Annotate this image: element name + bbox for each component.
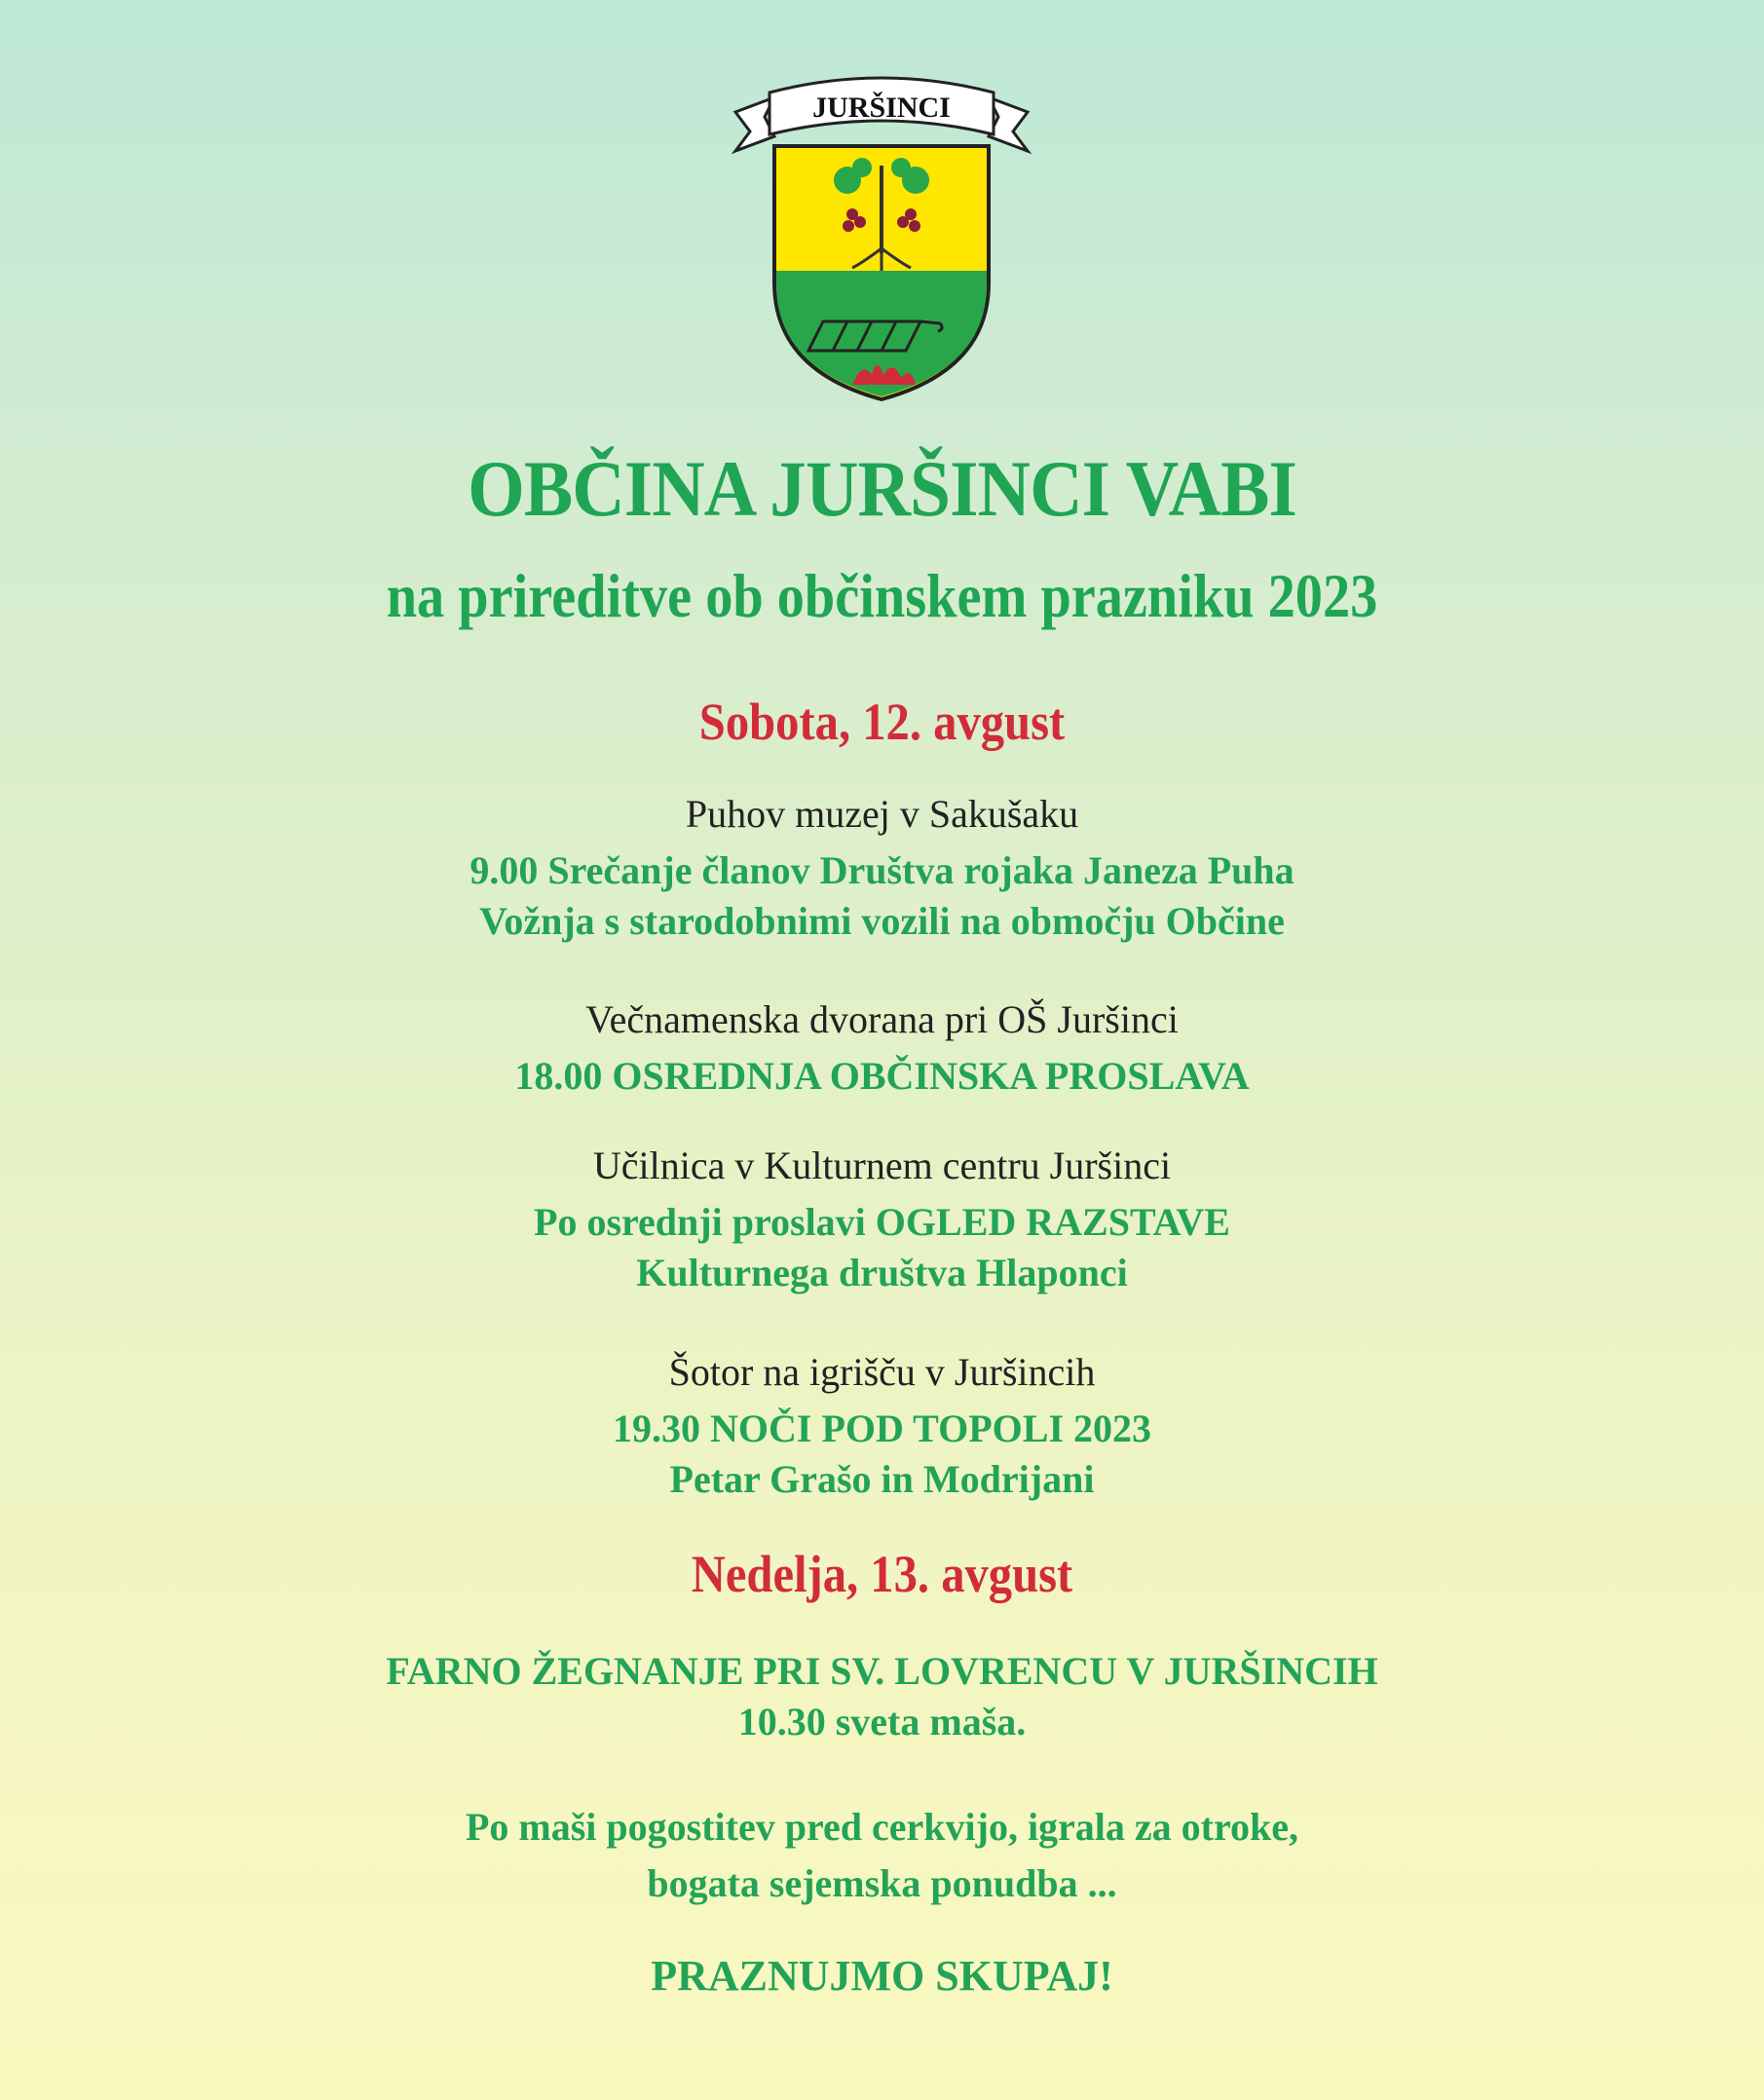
event-line: 18.00 OSREDNJA OBČINSKA PROSLAVA xyxy=(514,1054,1250,1098)
venue-label: Puhov muzej v Sakušaku xyxy=(685,792,1079,836)
page-subtitle: na prireditve ob občinskem prazniku 2023 xyxy=(386,561,1378,630)
venue-label: Večnamenska dvorana pri OŠ Juršinci xyxy=(585,997,1179,1041)
venue-label: Šotor na igrišču v Juršincih xyxy=(668,1350,1096,1394)
event-line: Po maši pogostitev pred cerkvijo, igrala za otroke, xyxy=(465,1805,1299,1849)
page-title: OBČINA JURŠINCI VABI xyxy=(468,444,1296,533)
crest-banner-text: JURŠINCI xyxy=(812,92,951,124)
event-block xyxy=(0,1143,1764,1298)
closing-slogan: PRAZNUJMO SKUPAJ! xyxy=(651,1952,1113,2000)
event-block xyxy=(0,1646,1764,1747)
coat-of-arms xyxy=(716,58,1047,409)
event-line: Vožnja s starodobnimi vozili na območju Občine xyxy=(479,899,1285,943)
event-line: bogata sejemska ponudba ... xyxy=(647,1861,1117,1905)
event-line: 10.30 sveta maša. xyxy=(737,1700,1027,1744)
event-block xyxy=(0,996,1764,1102)
day-heading-saturday: Sobota, 12. avgust xyxy=(698,693,1066,751)
event-block xyxy=(0,1799,1764,1912)
day-heading-sunday: Nedelja, 13. avgust xyxy=(691,1545,1073,1603)
event-line: Petar Grašo in Modrijani xyxy=(669,1457,1095,1501)
event-block xyxy=(0,791,1764,947)
event-block xyxy=(0,1349,1764,1505)
event-line: 19.30 NOČI POD TOPOLI 2023 xyxy=(612,1406,1152,1450)
event-line: Po osrednji proslavi OGLED RAZSTAVE xyxy=(534,1200,1230,1244)
event-line: 9.00 Srečanje članov Društva rojaka Janeza Puha xyxy=(469,848,1295,892)
venue-label: Učilnica v Kulturnem centru Juršinci xyxy=(592,1144,1172,1187)
event-line: FARNO ŽEGNANJE PRI SV. LOVRENCU V JURŠINCIH xyxy=(386,1649,1378,1693)
event-line: Kulturnega društva Hlaponci xyxy=(636,1251,1128,1294)
